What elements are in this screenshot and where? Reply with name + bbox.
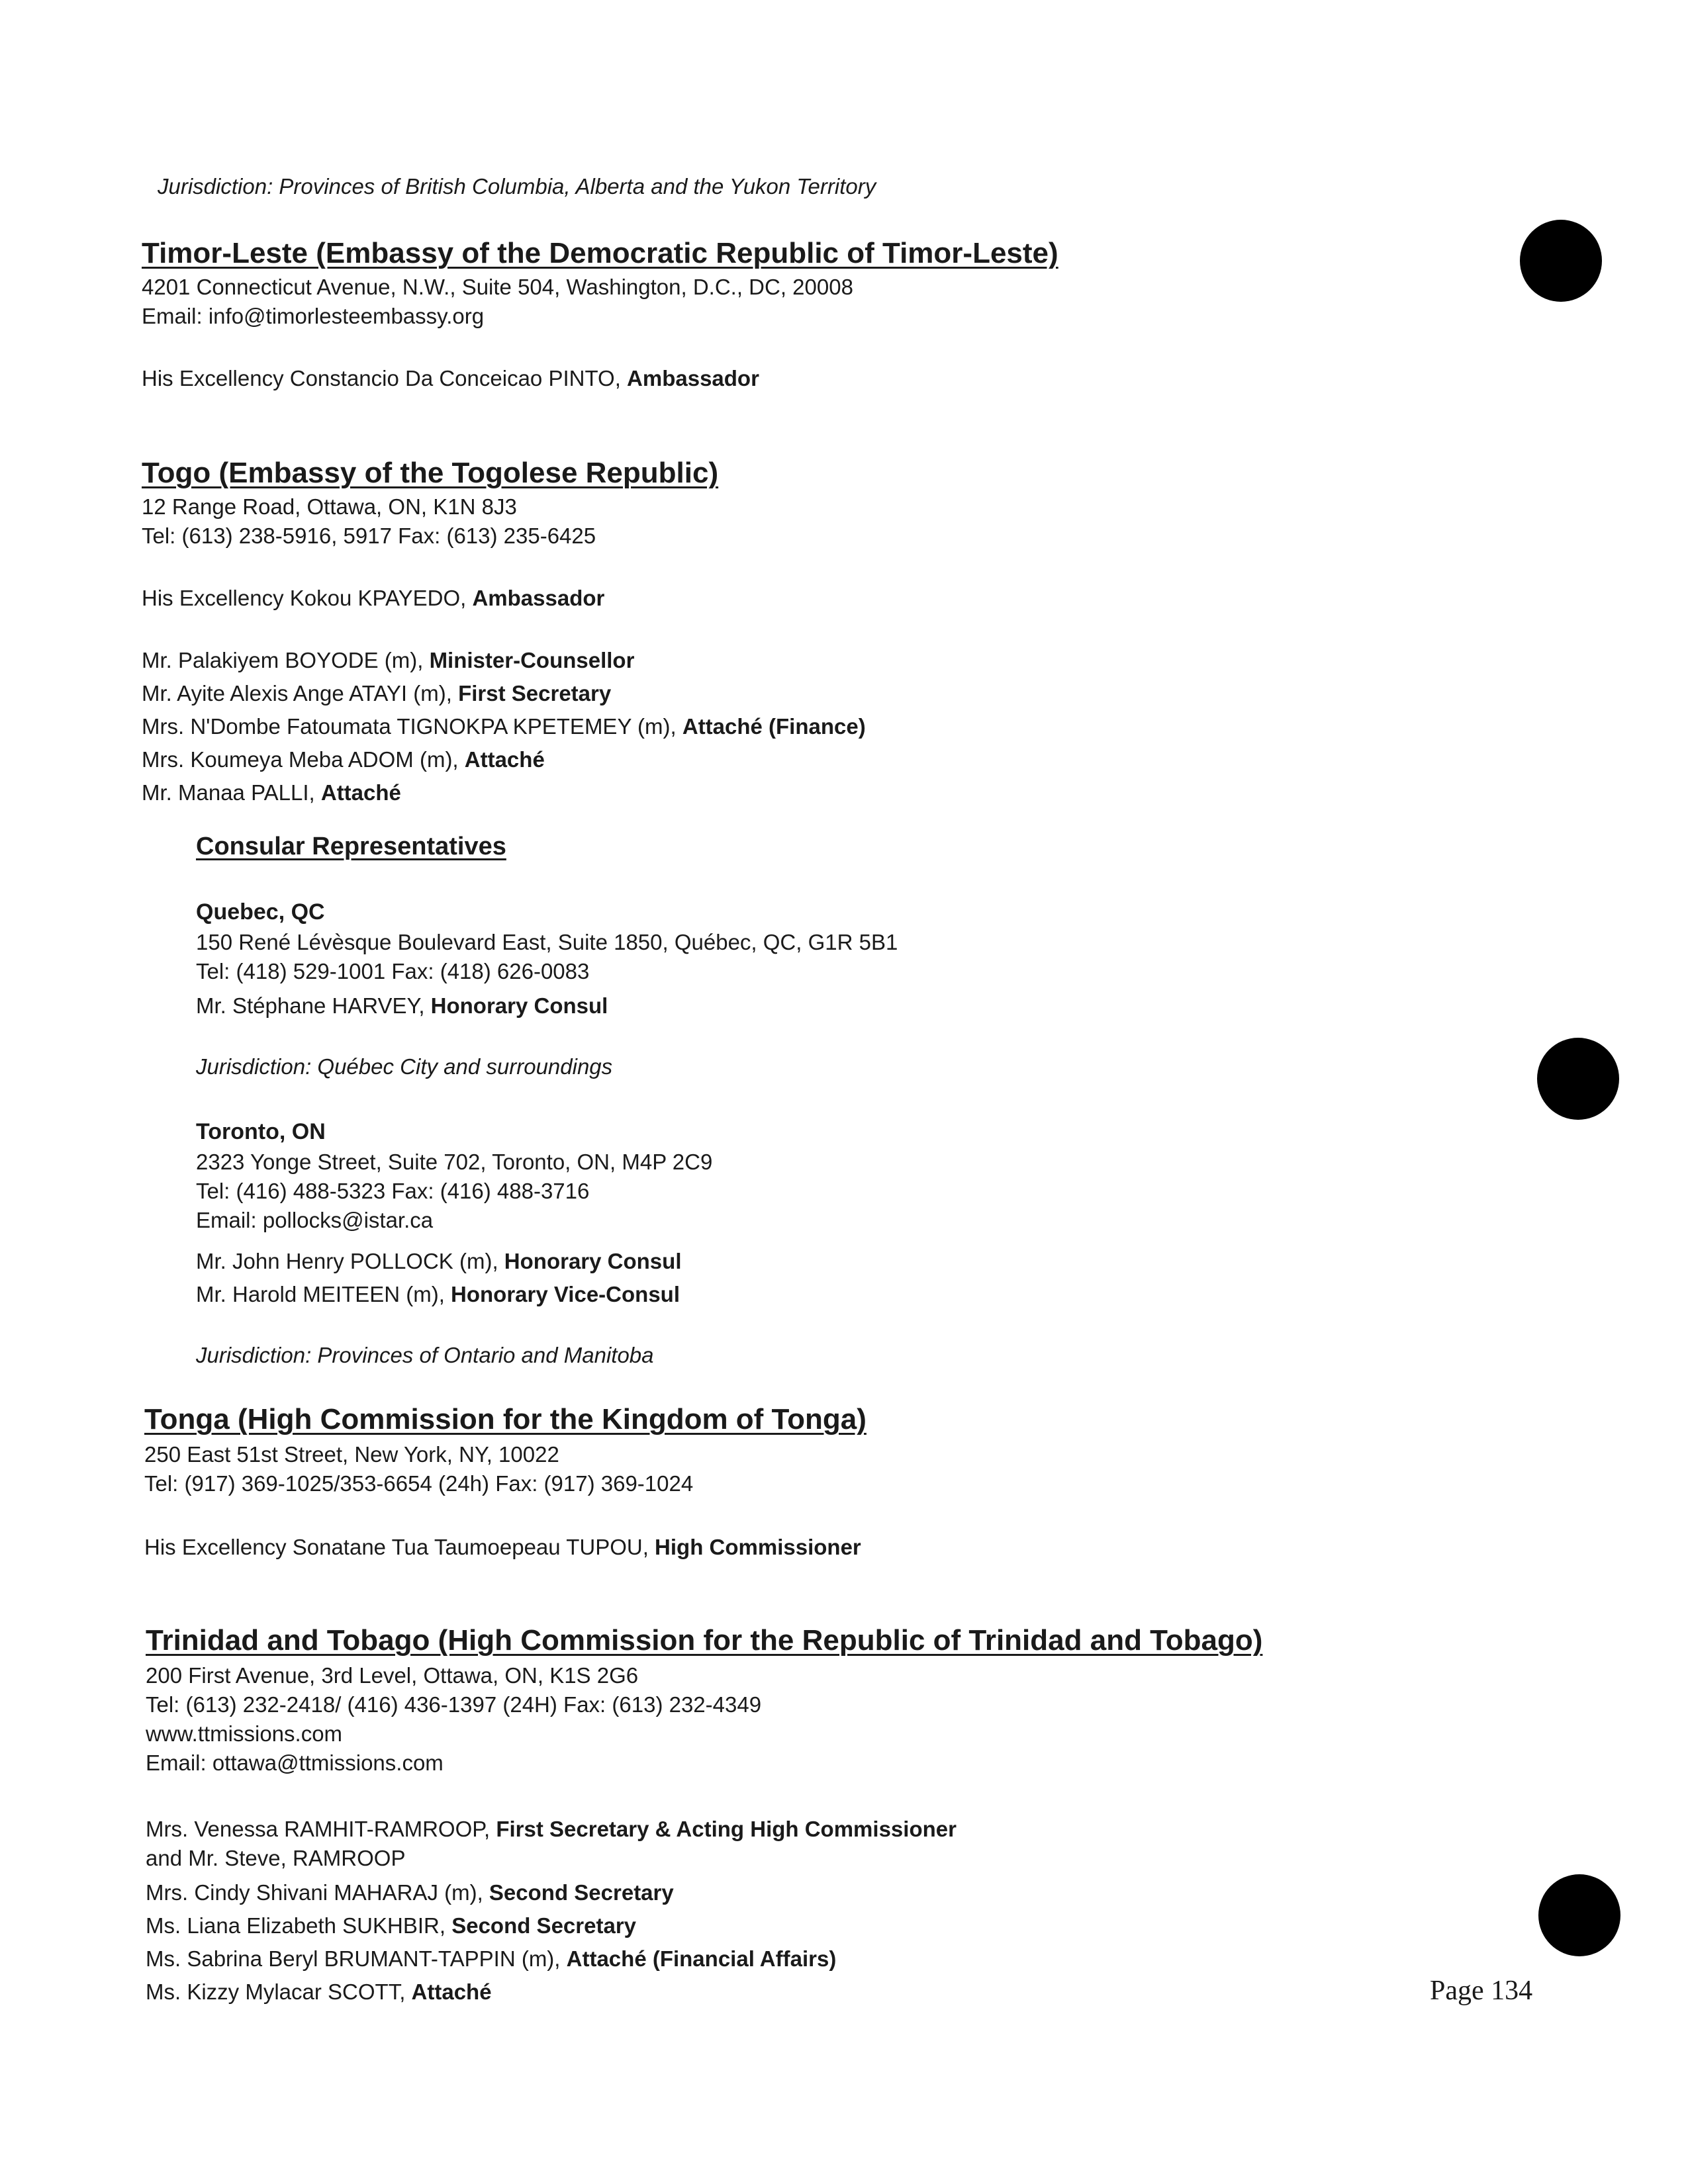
person-name: Ms. Liana Elizabeth SUKHBIR, [146, 1913, 452, 1938]
page-number: Page 134 [1430, 1976, 1533, 2006]
toronto-address: 2323 Yonge Street, Suite 702, Toronto, ON, M4P 2C9 [196, 1150, 713, 1174]
togo-phone: Tel: (613) 238-5916, 5917 Fax: (613) 235-6425 [142, 523, 596, 548]
trinidad-staff-row [146, 1816, 957, 1843]
person-name: His Excellency Constancio Da Conceicao PINTO, [142, 366, 628, 390]
person-name: His Excellency Sonatane Tua Taumoepeau TUPOU, [144, 1535, 655, 1559]
person-title: High Commissioner [655, 1535, 861, 1559]
timor-address: 4201 Connecticut Avenue, N.W., Suite 504, Washington, D.C., DC, 20008 [142, 275, 853, 299]
tonga-address: 250 East 51st Street, New York, NY, 10022 [144, 1442, 559, 1467]
toronto-city: Toronto, ON [196, 1119, 326, 1144]
trinidad-staff-row [146, 1979, 492, 2005]
togo-staff-row [142, 780, 401, 806]
person-name: Mr. Harold MEITEEN (m), [196, 1282, 451, 1306]
person-title: Attaché [411, 1979, 492, 2004]
trinidad-email: Email: ottawa@ttmissions.com [146, 1751, 444, 1775]
person-name: Ms. Kizzy Mylacar SCOTT, [146, 1979, 412, 2004]
trinidad-phone: Tel: (613) 232-2418/ (416) 436-1397 (24H) Fax: (613) 232-4349 [146, 1692, 762, 1717]
person-title: Honorary Consul [504, 1249, 682, 1273]
toronto-jurisdiction: Jurisdiction: Provinces of Ontario and Manitoba [196, 1343, 654, 1367]
person-name: Mr. Stéphane HARVEY, [196, 993, 431, 1018]
person-name: His Excellency Kokou KPAYEDO, [142, 586, 473, 610]
trinidad-address: 200 First Avenue, 3rd Level, Ottawa, ON, K1S 2G6 [146, 1663, 639, 1688]
tonga-high-commissioner [144, 1534, 861, 1561]
tonga-heading: Tonga (High Commission for the Kingdom of Tonga) [144, 1403, 867, 1435]
person-name: Mrs. Koumeya Meba ADOM (m), [142, 747, 465, 772]
timor-ambassador [142, 365, 759, 392]
trinidad-heading: Trinidad and Tobago (High Commission for the Republic of Trinidad and Tobago) [146, 1624, 1263, 1657]
person-title: Honorary Consul [430, 993, 608, 1018]
person-title: Attaché [320, 780, 401, 805]
togo-ambassador [142, 585, 604, 612]
person-name: Mr. Manaa PALLI, [142, 780, 321, 805]
toronto-consul-row [196, 1248, 682, 1275]
quebec-city: Quebec, QC [196, 899, 325, 925]
person-title: Attaché (Finance) [682, 714, 866, 739]
person-title: First Secretary & Acting High Commissioner [496, 1817, 957, 1841]
punch-hole-top [1520, 220, 1602, 302]
toronto-phone: Tel: (416) 488-5323 Fax: (416) 488-3716 [196, 1179, 590, 1203]
person-title: Attaché (Financial Affairs) [566, 1946, 837, 1971]
person-title: First Secretary [458, 681, 612, 705]
timor-email: Email: info@timorlesteembassy.org [142, 304, 485, 328]
top-jurisdiction: Jurisdiction: Provinces of British Columbia, Alberta and the Yukon Territory [158, 174, 876, 199]
person-title: Second Secretary [489, 1880, 674, 1905]
tonga-phone: Tel: (917) 369-1025/353-6654 (24h) Fax: (917) 369-1024 [144, 1471, 694, 1496]
togo-heading: Togo (Embassy of the Togolese Republic) [142, 457, 719, 489]
person-name: Ms. Sabrina Beryl BRUMANT-TAPPIN (m), [146, 1946, 567, 1971]
togo-address: 12 Range Road, Ottawa, ON, K1N 8J3 [142, 494, 517, 519]
person-name: Mr. Ayite Alexis Ange ATAYI (m), [142, 681, 459, 705]
togo-staff-row [142, 647, 634, 674]
togo-staff-row [142, 680, 611, 707]
trinidad-staff-row [146, 1946, 836, 1972]
person-name: Mrs. Venessa RAMHIT-RAMROOP, [146, 1817, 496, 1841]
person-title: Honorary Vice-Consul [451, 1282, 680, 1306]
consular-heading: Consular Representatives [196, 833, 506, 860]
toronto-email: Email: pollocks@istar.ca [196, 1208, 434, 1232]
trinidad-website: www.ttmissions.com [146, 1721, 343, 1746]
toronto-consul-row [196, 1281, 680, 1308]
person-title: Attaché [464, 747, 545, 772]
punch-hole-bottom [1538, 1874, 1620, 1956]
togo-staff-row [142, 747, 545, 773]
timor-heading: Timor-Leste (Embassy of the Democratic Republic of Timor-Leste) [142, 237, 1058, 269]
person-name: Mr. Palakiyem BOYODE (m), [142, 648, 430, 672]
trinidad-staff-row [146, 1845, 405, 1872]
person-title: Second Secretary [451, 1913, 637, 1938]
person-title: Minister-Counsellor [429, 648, 635, 672]
quebec-address: 150 René Lévèsque Boulevard East, Suite 1850, Québec, QC, G1R 5B1 [196, 930, 898, 954]
person-name: Mrs. Cindy Shivani MAHARAJ (m), [146, 1880, 489, 1905]
person-name: Mr. John Henry POLLOCK (m), [196, 1249, 504, 1273]
person-title: Ambassador [472, 586, 605, 610]
quebec-phone: Tel: (418) 529-1001 Fax: (418) 626-0083 [196, 959, 590, 983]
punch-hole-middle [1537, 1038, 1619, 1120]
person-title: Ambassador [627, 366, 759, 390]
quebec-jurisdiction: Jurisdiction: Québec City and surroundings [196, 1054, 613, 1079]
quebec-consul [196, 993, 608, 1019]
person-name: and Mr. Steve, RAMROOP [146, 1846, 406, 1870]
trinidad-staff-row [146, 1880, 674, 1906]
trinidad-staff-row [146, 1913, 636, 1939]
togo-staff-row [142, 713, 866, 740]
person-name: Mrs. N'Dombe Fatoumata TIGNOKPA KPETEMEY (m), [142, 714, 682, 739]
